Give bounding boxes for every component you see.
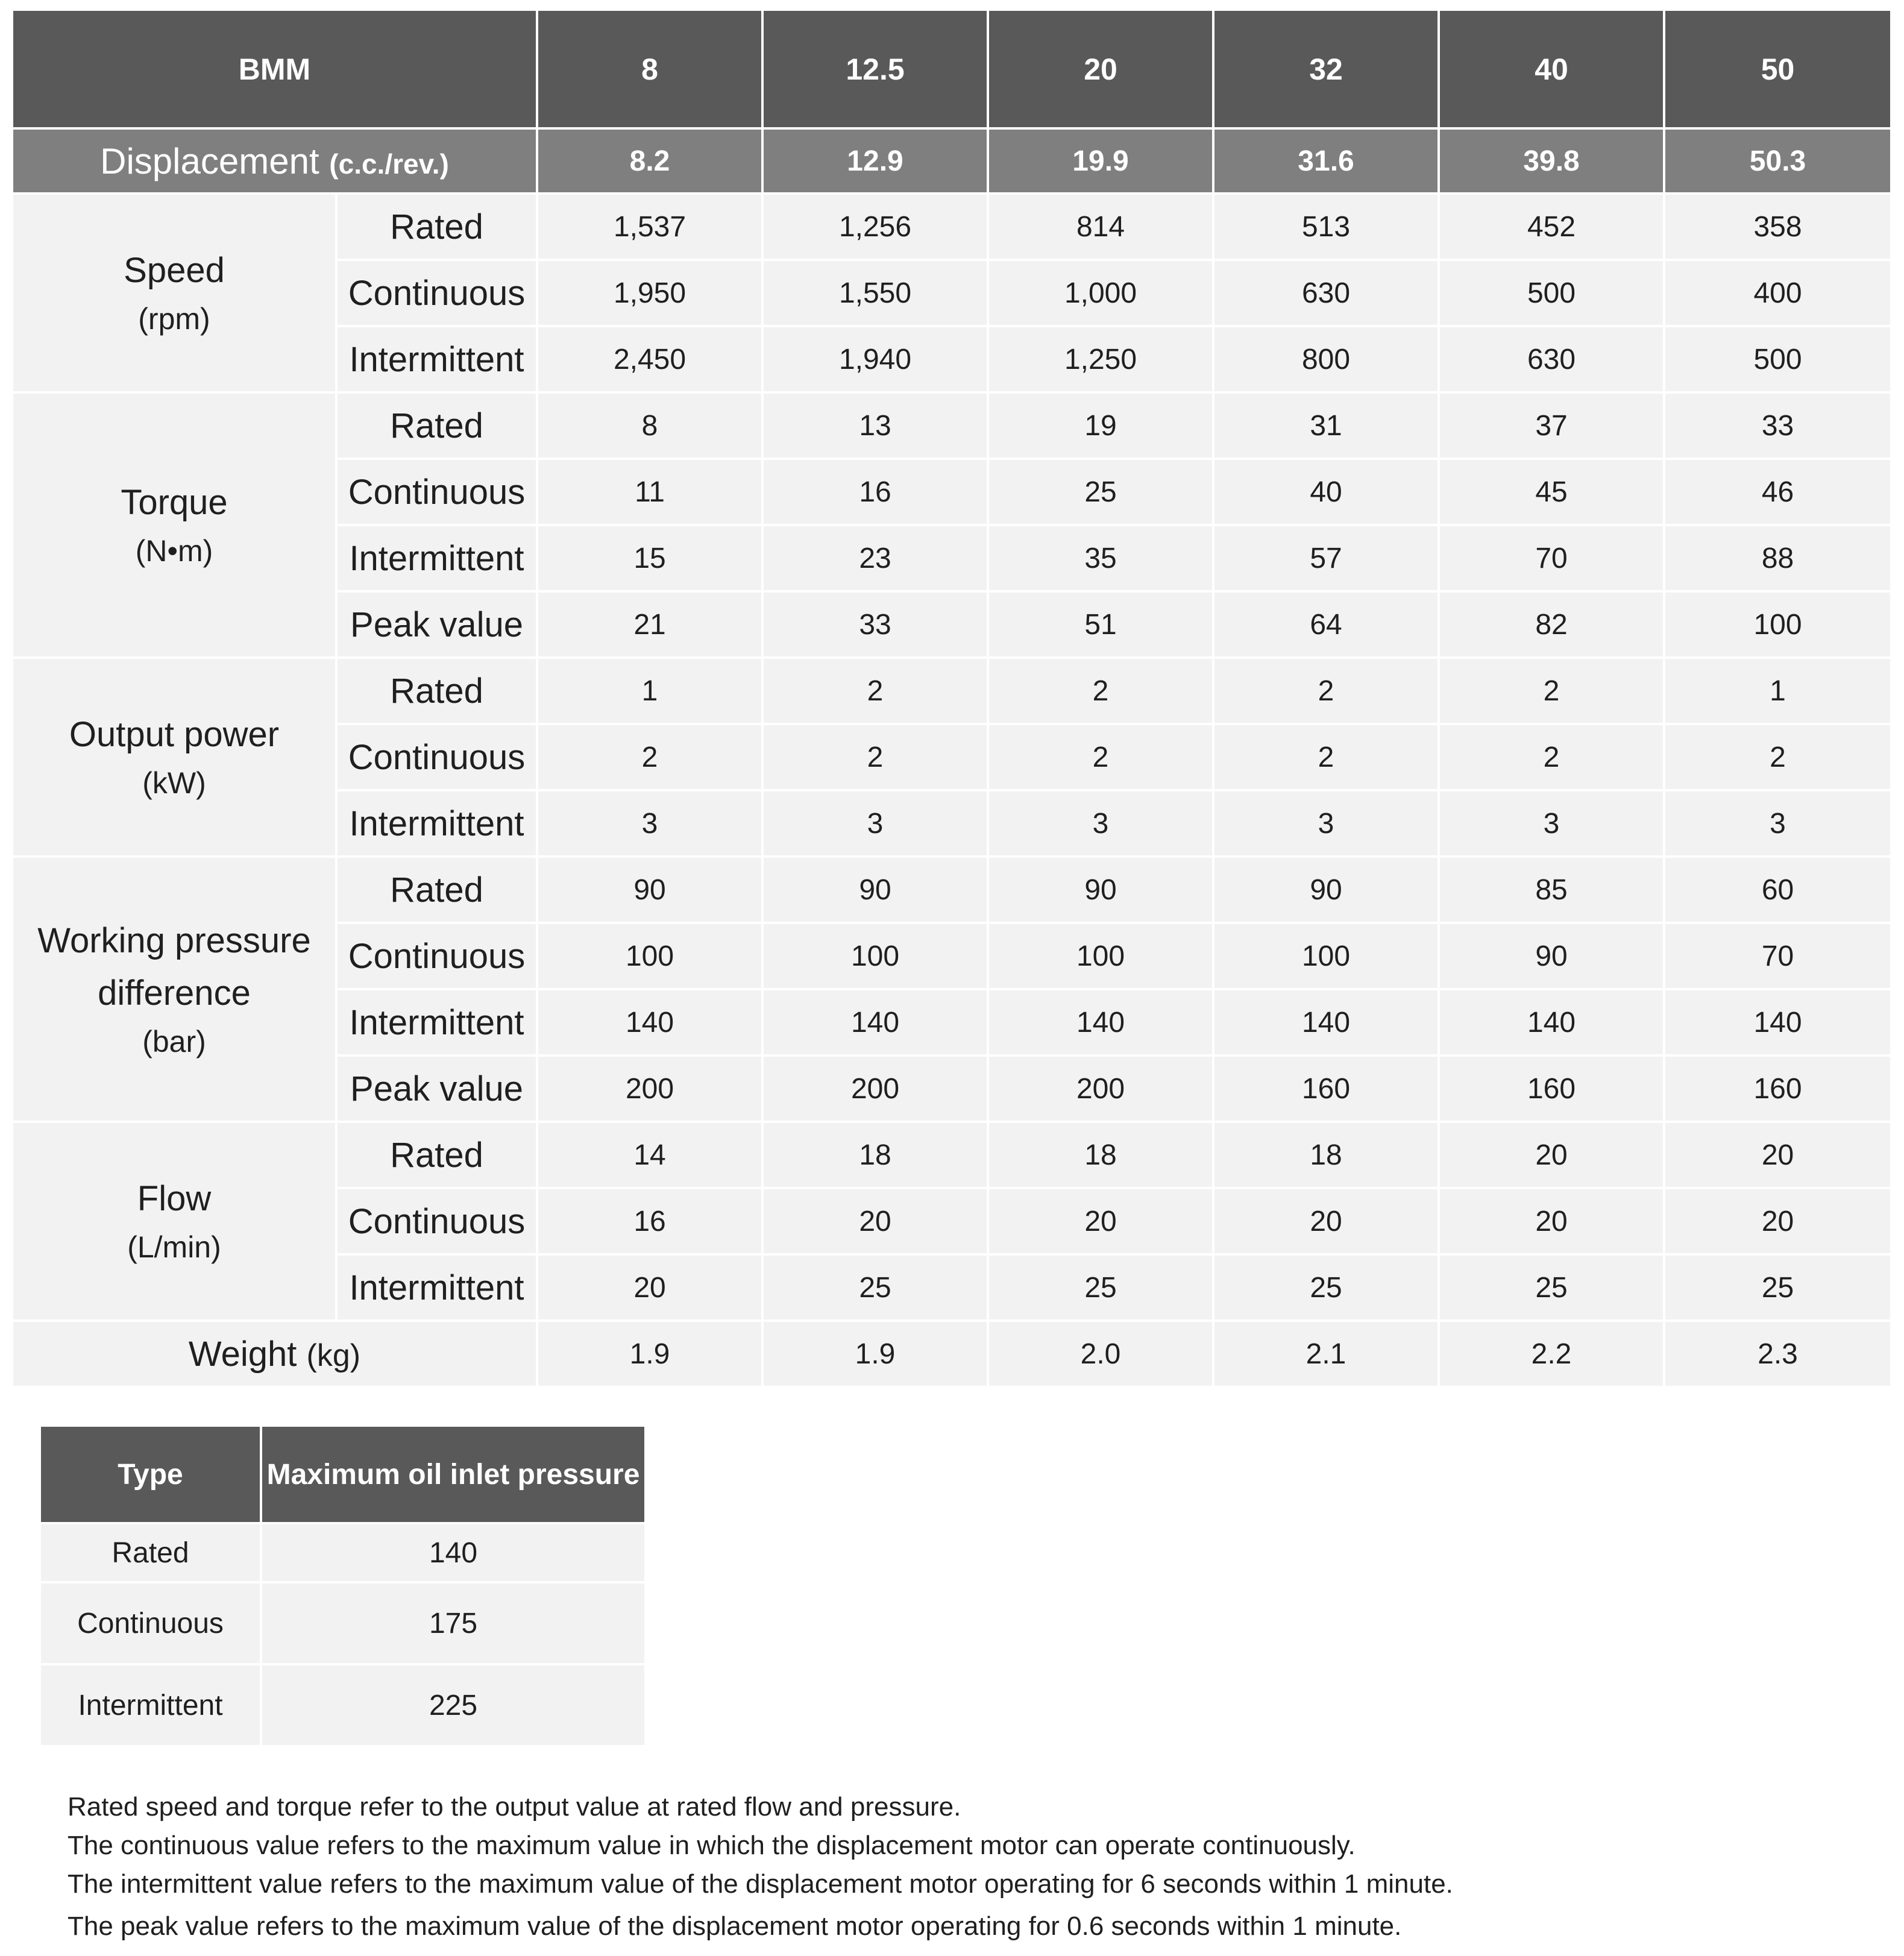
row-label: Peak value [336,591,537,658]
cell-value: 1 [537,658,762,724]
group-name: Flow [137,1179,212,1218]
cell-value: 46 [1664,459,1891,525]
cell-value: 25 [988,1254,1213,1321]
cell-value: 100 [1213,923,1439,989]
cell-value: 2 [988,724,1213,790]
row-label: Rated [336,658,537,724]
cell-value: 140 [537,989,762,1055]
pressure-header: Type [40,1426,261,1523]
row-label: Rated [336,392,537,459]
weight-label [12,1321,537,1387]
cell-value: 11 [537,459,762,525]
group-label [12,658,336,857]
cell-value: 18 [988,1122,1213,1188]
cell-value: 500 [1439,260,1664,326]
cell-value: 25 [1439,1254,1664,1321]
pressure-value: 175 [261,1582,646,1664]
cell-value: 3 [1213,790,1439,857]
footnote: The continuous value refers to the maximum value in which the displacement motor can operate continuously. [68,1831,1356,1860]
group-label [12,1122,336,1321]
cell-value: 90 [1213,857,1439,923]
cell-value: 20 [762,1188,988,1254]
row-label: Intermittent [336,989,537,1055]
cell-value: 1,256 [762,193,988,260]
cell-value: 160 [1439,1055,1664,1122]
cell-value: 20 [1439,1188,1664,1254]
displacement-value: 50.3 [1664,128,1891,193]
pressure-header-row [40,1426,646,1523]
table-row [12,1122,1891,1188]
cell-value: 358 [1664,193,1891,260]
spec-table [11,8,1893,1388]
model-header: 40 [1439,10,1664,128]
row-label: Rated [336,857,537,923]
cell-value: 23 [762,525,988,591]
cell-value: 16 [537,1188,762,1254]
cell-value: 630 [1439,326,1664,392]
cell-value: 60 [1664,857,1891,923]
row-label: Continuous [336,459,537,525]
cell-value: 3 [1664,790,1891,857]
cell-value: 200 [537,1055,762,1122]
cell-value: 2 [537,724,762,790]
cell-value: 140 [1664,989,1891,1055]
cell-value: 800 [1213,326,1439,392]
cell-value: 90 [537,857,762,923]
cell-value: 452 [1439,193,1664,260]
cell-value: 500 [1664,326,1891,392]
group-name: Output power [69,715,280,754]
cell-value: 2 [988,658,1213,724]
row-label: Intermittent [336,1254,537,1321]
row-label: Intermittent [336,326,537,392]
weight-value: 2.1 [1213,1321,1439,1387]
cell-value: 100 [762,923,988,989]
cell-value: 2 [1439,724,1664,790]
cell-value: 3 [988,790,1213,857]
group-unit: (N•m) [135,534,213,568]
model-header: 50 [1664,10,1891,128]
pressure-type: Rated [40,1523,261,1582]
cell-value: 57 [1213,525,1439,591]
cell-value: 100 [988,923,1213,989]
group-label [12,193,336,392]
cell-value: 90 [1439,923,1664,989]
cell-value: 20 [1664,1122,1891,1188]
cell-value: 82 [1439,591,1664,658]
cell-value: 20 [1213,1188,1439,1254]
cell-value: 1 [1664,658,1891,724]
pressure-value: 140 [261,1523,646,1582]
cell-value: 2 [762,658,988,724]
row-label: Intermittent [336,525,537,591]
model-header: 8 [537,10,762,128]
cell-value: 140 [1439,989,1664,1055]
cell-value: 25 [1664,1254,1891,1321]
displacement-value: 8.2 [537,128,762,193]
table-row [12,392,1891,459]
cell-value: 3 [762,790,988,857]
group-name: Torque [121,483,228,522]
cell-value: 18 [1213,1122,1439,1188]
cell-value: 1,250 [988,326,1213,392]
cell-value: 1,550 [762,260,988,326]
group-unit: (L/min) [127,1230,221,1264]
pressure-row [40,1664,646,1746]
cell-value: 25 [1213,1254,1439,1321]
weight-row [12,1321,1891,1387]
group-unit: (kW) [142,766,206,800]
displacement-value: 39.8 [1439,128,1664,193]
header-row [12,10,1891,128]
group-unit: (bar) [142,1024,206,1058]
cell-value: 2 [1213,658,1439,724]
cell-value: 8 [537,392,762,459]
cell-value: 20 [1439,1122,1664,1188]
cell-value: 19 [988,392,1213,459]
group-label [12,857,336,1122]
cell-value: 200 [762,1055,988,1122]
footnote: The intermittent value refers to the maximum value of the displacement motor operating for 6 seconds within 1 minute. [68,1869,1453,1899]
cell-value: 37 [1439,392,1664,459]
row-label: Continuous [336,1188,537,1254]
cell-value: 100 [537,923,762,989]
notes [68,1788,1815,1946]
row-label: Peak value [336,1055,537,1122]
cell-value: 15 [537,525,762,591]
cell-value: 513 [1213,193,1439,260]
weight-value: 2.2 [1439,1321,1664,1387]
cell-value: 31 [1213,392,1439,459]
table-row [12,193,1891,260]
displacement-value: 19.9 [988,128,1213,193]
table-row [12,658,1891,724]
displacement-row [12,128,1891,193]
cell-value: 1,000 [988,260,1213,326]
pressure-table [39,1424,647,1747]
series-label: BMM [12,10,537,128]
group-unit: (rpm) [138,302,210,336]
pressure-header: Maximum oil inlet pressure [261,1426,646,1523]
cell-value: 25 [762,1254,988,1321]
row-label: Intermittent [336,790,537,857]
row-label: Rated [336,193,537,260]
row-label: Continuous [336,923,537,989]
weight-value: 1.9 [537,1321,762,1387]
cell-value: 100 [1664,591,1891,658]
cell-value: 64 [1213,591,1439,658]
cell-value: 2 [1439,658,1664,724]
cell-value: 3 [537,790,762,857]
cell-value: 1,950 [537,260,762,326]
cell-value: 140 [762,989,988,1055]
weight-value: 2.3 [1664,1321,1891,1387]
cell-value: 13 [762,392,988,459]
cell-value: 33 [1664,392,1891,459]
cell-value: 70 [1439,525,1664,591]
weight-value: 1.9 [762,1321,988,1387]
cell-value: 35 [988,525,1213,591]
cell-value: 90 [762,857,988,923]
cell-value: 90 [988,857,1213,923]
cell-value: 18 [762,1122,988,1188]
cell-value: 1,940 [762,326,988,392]
pressure-type: Continuous [40,1582,261,1664]
cell-value: 400 [1664,260,1891,326]
cell-value: 20 [537,1254,762,1321]
group-name: Speed [124,251,225,290]
cell-value: 814 [988,193,1213,260]
footnote: Rated speed and torque refer to the output value at rated flow and pressure. [68,1792,961,1822]
cell-value: 33 [762,591,988,658]
displacement-name: Displacement [100,140,319,181]
cell-value: 1,537 [537,193,762,260]
pressure-row [40,1523,646,1582]
table-row [12,857,1891,923]
model-header: 20 [988,10,1213,128]
cell-value: 200 [988,1055,1213,1122]
cell-value: 21 [537,591,762,658]
cell-value: 2 [1664,724,1891,790]
cell-value: 2,450 [537,326,762,392]
cell-value: 70 [1664,923,1891,989]
pressure-row [40,1582,646,1664]
footnote: The peak value refers to the maximum value of the displacement motor operating for 0.6 seconds within 1 minute. [68,1911,1402,1941]
cell-value: 2 [1213,724,1439,790]
cell-value: 51 [988,591,1213,658]
cell-value: 20 [988,1188,1213,1254]
row-label: Rated [336,1122,537,1188]
row-label: Continuous [336,260,537,326]
weight-name: Weight [188,1334,297,1374]
cell-value: 45 [1439,459,1664,525]
pressure-value: 225 [261,1664,646,1746]
cell-value: 25 [988,459,1213,525]
cell-value: 2 [762,724,988,790]
displacement-value: 31.6 [1213,128,1439,193]
cell-value: 14 [537,1122,762,1188]
group-label [12,392,336,658]
cell-value: 16 [762,459,988,525]
cell-value: 140 [1213,989,1439,1055]
cell-value: 160 [1664,1055,1891,1122]
displacement-unit: (c.c./rev.) [329,148,449,180]
cell-value: 20 [1664,1188,1891,1254]
row-label: Continuous [336,724,537,790]
pressure-type: Intermittent [40,1664,261,1746]
displacement-label [12,128,537,193]
cell-value: 630 [1213,260,1439,326]
cell-value: 3 [1439,790,1664,857]
cell-value: 88 [1664,525,1891,591]
group-name: Working pressure difference [37,920,311,1013]
cell-value: 160 [1213,1055,1439,1122]
weight-unit: (kg) [306,1338,361,1373]
cell-value: 140 [988,989,1213,1055]
cell-value: 40 [1213,459,1439,525]
model-header: 32 [1213,10,1439,128]
displacement-value: 12.9 [762,128,988,193]
cell-value: 85 [1439,857,1664,923]
weight-value: 2.0 [988,1321,1213,1387]
model-header: 12.5 [762,10,988,128]
